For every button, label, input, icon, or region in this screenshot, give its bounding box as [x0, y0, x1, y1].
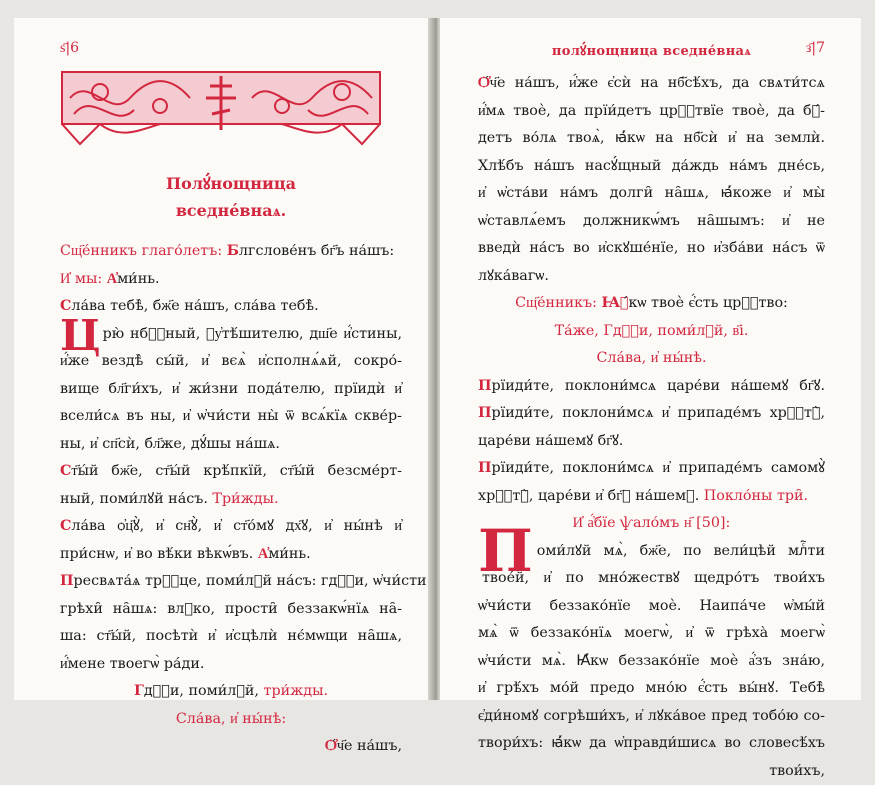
rubric: три́жды.: [264, 683, 328, 699]
left-page-number: ѕ҃|6: [60, 40, 79, 57]
right-page-number: з҃|7: [806, 40, 825, 57]
text-line: [478, 675, 825, 703]
text-line: [478, 730, 825, 758]
drop-initial: П: [478, 517, 533, 585]
text-line: [60, 486, 402, 514]
text-line: [60, 651, 402, 679]
left-page: [14, 18, 434, 700]
text-line: [60, 458, 402, 486]
line-text: царе́ви на́шемꙋ бг҃ꙋ.: [478, 433, 623, 449]
rubric: Сщ҃е́нникъ глаго́летъ:: [60, 243, 227, 259]
catchword: твои́хъ,: [478, 758, 825, 785]
line-text: рїиди́те, поклони́мсѧ и҆ припаде́мъ хрⷭ҇тꙋ̀,: [492, 405, 825, 421]
slava-rubric: Сла́ва, и҆ ны́нѣ:: [60, 706, 402, 734]
line-text: грѣхи̑ на̑шѧ: влⷣко, прости̑ беззакѡ́нїѧ на̑-: [60, 601, 402, 617]
line-text: вище бл҃ги́хъ, и҆ жи́зни пода́телю, прїидѝ и҆: [60, 381, 402, 397]
text-line: [478, 373, 825, 401]
line-text: рю̀ нбⷭ҇ный, ᲂу҆тѣ́шителю, дш҃е и҆́стины,: [103, 326, 402, 342]
drop-initial: Ц: [60, 311, 101, 360]
rubric: И҆ мы:: [60, 271, 107, 287]
line-text: ла́ва тебѣ̀, бж҃е на́шъ, сла́ва тебѣ̀.: [71, 298, 318, 314]
red-initial: П: [478, 405, 492, 421]
line-text: т҃ы́й бж҃е, ст҃ы́й крѣ́пкїй, ст҃ы́й безсме́рт-: [71, 463, 402, 479]
right-running-head: [478, 40, 825, 70]
line-text: и҆́же вездѣ̀ сы́й, и҆ вєѧ̀ и҆сполнѧ́ѧй, сокро́-: [60, 353, 402, 369]
text-line: [478, 400, 825, 428]
red-initial: А҆: [107, 271, 117, 287]
line-text: ́ч҃е на́шъ,: [337, 738, 402, 754]
title-line-2: вседне́внаѧ.: [60, 197, 402, 224]
text-line: [60, 596, 402, 624]
rubric: Покло́ны три̑.: [699, 488, 808, 504]
line-text: твое́й, и҆ по мно́жествꙋ щедро́тъ твои́хъ: [482, 570, 825, 586]
red-initial: П: [478, 460, 492, 476]
taje-rubric: Та́же, Гдⷭ҇и, поми́лꙋй, в҃і.: [478, 318, 825, 346]
text-line: [478, 70, 825, 98]
red-initial: Ѻ҆: [325, 738, 337, 754]
line-text: ѡ҆ставлѧ́емъ должникѡ́мъ на̑шымъ: и҆ не: [478, 213, 825, 229]
line-text: рїиди́те, поклони́мсѧ и҆ припаде́мъ самомꙋ̀: [492, 460, 825, 476]
running-title: полꙋ́нощница вседне́внаѧ: [478, 41, 825, 59]
ornamental-headpiece: [60, 70, 382, 148]
left-running-head: [60, 40, 402, 70]
red-initial: С: [60, 518, 71, 534]
line-text: детъ во́лѧ твоѧ̀, ꙗ҆́кѡ на нб҃сѝ и҆ на землѝ.: [478, 130, 825, 146]
line-text: ла́ва ѻ҆ц҃ꙋ̀, и҆ сн҃ꙋ̀, и҆ ст҃о́мꙋ дх҃ꙋ, и҆ ны́нѣ и҆: [71, 518, 402, 534]
text-line: [478, 180, 825, 208]
text-line: [60, 321, 402, 349]
text-line: [60, 293, 402, 321]
text-line: [478, 235, 825, 263]
text-line: [478, 125, 825, 153]
left-text-body: [60, 238, 402, 761]
text-line: [478, 703, 825, 731]
line-text: введѝ на́съ во и҆скꙋше́нїе, но и҆зба́ви на́съ ѿ: [478, 240, 825, 256]
line-text: твори́хъ: ꙗ҆́кѡ да ѡ҆правди́шисѧ во словесѣ́хъ: [478, 735, 825, 751]
red-initial: С: [60, 298, 71, 314]
text-line: [60, 376, 402, 404]
priest-line: [478, 290, 825, 318]
catchword: [60, 733, 402, 761]
text-line: [478, 483, 825, 511]
text-line: [60, 348, 402, 376]
line-text: мѧ̀ ѿ беззако́нїѧ моегѡ̀, и҆ ѿ грѣха̀ моегѡ̀: [478, 625, 825, 641]
line-text: ша: ст҃ы́й, посѣтѝ и҆ и҆сцѣлѝ нє́мѡщи на̑шѧ,: [60, 628, 402, 644]
text-line: [60, 568, 402, 596]
line-text: є҆ди́номꙋ согрѣши́хъ, и҆ лꙋка́вое пред тобо́ю со-: [478, 708, 825, 724]
red-initial: Б: [227, 243, 239, 259]
line-text: и҆ ѡ҆ста́ви на́мъ долги̑ на̑шѧ, ꙗ҆́коже и҆ мы̀: [478, 185, 825, 201]
line-text: и҆́мѧ твоѐ, да прїи́детъ црⷭ҇твїе твоѐ, да бꙋ́-: [478, 103, 825, 119]
red-initial: Г: [134, 683, 144, 699]
line-text: ́ч҃е на́шъ, и҆́же є҆сѝ на нб҃сѣ́хъ, да свѧти́тсѧ: [490, 75, 825, 91]
text-line: [60, 513, 402, 541]
line-text: ѡ҆чи́сти беззако́нїе моѐ. Наипа́че ѡ҆мы́й: [478, 598, 825, 614]
line-text: лгcлове́нъ бг҃ъ на́шъ:: [239, 243, 394, 259]
red-initial: Ꙗ҆: [602, 295, 629, 311]
text-line: [478, 538, 825, 566]
kyrie-line: [60, 678, 402, 706]
title-line-1: Полꙋ́нощница: [60, 170, 402, 197]
text-line: [478, 455, 825, 483]
red-initial: П: [60, 573, 74, 589]
psalm-heading: И҆ а҆́бїе ѱало́мъ н҃ [50]:: [478, 510, 825, 538]
line-text: и҆́мене твоегѡ̀ ра́ди.: [60, 656, 204, 672]
text-line: [60, 238, 402, 266]
text-line: [478, 263, 825, 291]
text-line: [478, 153, 825, 181]
line-text: хрⷭ҇тꙋ̀, царе́ви и҆ бг҃ꙋ на́шемꙋ.: [478, 488, 699, 504]
text-line: [60, 431, 402, 459]
text-line: [478, 648, 825, 676]
text-line: [478, 208, 825, 236]
text-line: [478, 593, 825, 621]
line-text: при́снѡ, и҆ во вѣ́ки вѣкѡ́въ.: [60, 546, 258, 562]
line-text: ́кѡ твоѐ є҆́сть црⷭ҇тво:: [629, 295, 788, 311]
right-text-body: [478, 70, 825, 785]
red-initial: Ѻ҆: [478, 75, 490, 91]
line-text: рїиди́те, поклони́мсѧ царе́ви на́шемꙋ бг҃ꙋ.: [492, 378, 825, 394]
line-text: ми́нь.: [117, 271, 160, 287]
line-text: Хлѣ́бъ на́шъ насꙋ́щный да́ждь на́мъ дне́сь,: [478, 158, 825, 174]
text-line: [478, 428, 825, 456]
rubric: Три́жды.: [208, 491, 279, 507]
line-text: ѡ҆чи́сти мѧ̀. Ꙗ҆́кѡ беззако́нїе моѐ а҆́зъ зна́ю,: [478, 653, 825, 669]
text-line: [60, 266, 402, 294]
red-initial: П: [478, 378, 492, 394]
text-line: [478, 565, 825, 593]
line-text: ми́нь.: [268, 546, 311, 562]
red-initial: А҆: [258, 546, 268, 562]
line-text: ресвѧта́ѧ трⷪ҇це, поми́лꙋй на́съ: гдⷭ҇и, ѡ҆чи́сти: [74, 573, 427, 589]
text-line: [60, 403, 402, 431]
section-title: [60, 170, 402, 224]
line-text: оми́лꙋй мѧ̀, бж҃е, по вели́цѣй млⷭ҇ти: [537, 543, 825, 559]
text-line: [60, 541, 402, 569]
line-text: ный, поми́лꙋй на́съ.: [60, 491, 208, 507]
text-line: [478, 620, 825, 648]
line-text: дⷭ҇и, поми́лꙋй,: [144, 683, 264, 699]
line-text: лꙋка́вагѡ.: [478, 268, 549, 284]
red-initial: С: [60, 463, 71, 479]
line-text: и҆ грѣ́хъ мо́й предо мно́ю є҆́сть вы́нꙋ. Тебѣ̀: [478, 680, 825, 696]
rubric: Сщ҃е́нникъ:: [515, 295, 601, 311]
slava-rubric: Сла́ва, и҆ ны́нѣ.: [478, 345, 825, 373]
text-line: [478, 98, 825, 126]
right-page: [440, 18, 861, 700]
line-text: всели́сѧ въ ны, и҆ ѡ҆чи́сти ны̀ ѿ всѧ́кїѧ скве́р-: [60, 408, 402, 424]
text-line: [60, 623, 402, 651]
line-text: ны, и҆ сп҃сѝ, бл҃же, дꙋ́шы на́шѧ.: [60, 436, 280, 452]
